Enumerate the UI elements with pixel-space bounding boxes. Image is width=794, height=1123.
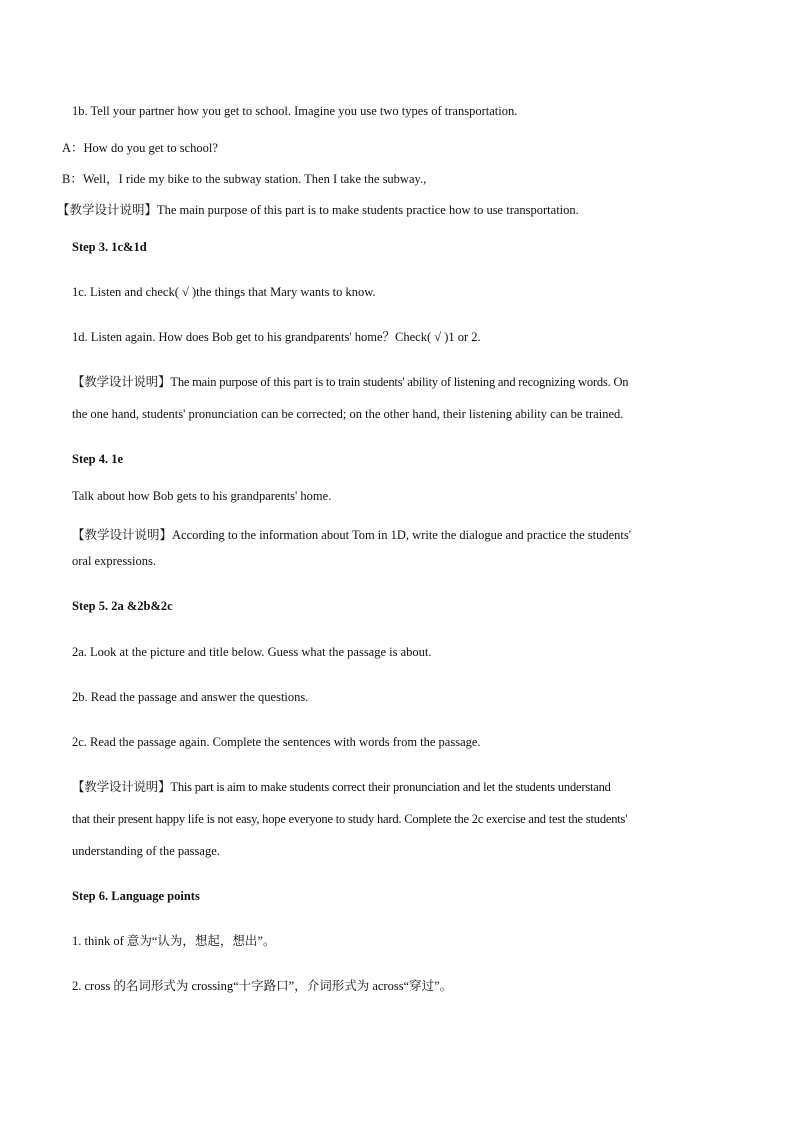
design-note-2-line-1: 【教学设计说明】The main purpose of this part is to train students' ability of listening and recognizing words. On — [72, 375, 629, 389]
step-5-heading: Step 5. 2a &2b&2c — [72, 599, 173, 613]
language-point-1: 1. think of 意为“认为，想起，想出”。 — [72, 934, 276, 948]
activity-1c-text: 1c. Listen and check( √ )the things that Mary wants to know. — [72, 285, 376, 299]
design-note-4-line-3: understanding of the passage. — [72, 844, 220, 858]
design-note-3-line-2: oral expressions. — [72, 554, 157, 568]
design-note-4-line-2: that their present happy life is not easy, hope everyone to study hard. Complete the 2c exercise and test the students' — [72, 812, 628, 826]
step-3-heading: Step 3. 1c&1d — [72, 240, 147, 254]
design-note-3-line-1: 【教学设计说明】According to the information about Tom in 1D, write the dialogue and practice the students' — [72, 528, 632, 542]
activity-1b-text: 1b. Tell your partner how you get to school. Imagine you use two types of transportation. — [72, 104, 518, 118]
design-note-1: 【教学设计说明】The main purpose of this part is to make students practice how to use transportation. — [57, 203, 579, 217]
activity-2c-text: 2c. Read the passage again. Complete the sentences with words from the passage. — [72, 735, 481, 749]
step-6-heading: Step 6. Language points — [72, 889, 200, 903]
activity-1d-text: 1d. Listen again. How does Bob get to his grandparents' home？Check( √ )1 or 2. — [72, 330, 481, 344]
step-4-heading: Step 4. 1e — [72, 452, 124, 466]
dialogue-line-b: B：Well，I ride my bike to the subway station. Then I take the subway., — [62, 172, 427, 186]
design-note-2-line-2: the one hand, students' pronunciation can be corrected; on the other hand, their listening ability can be trained. — [72, 407, 624, 421]
design-note-4-line-1: 【教学设计说明】This part is aim to make students correct their pronunciation and let the students understand — [72, 780, 611, 794]
activity-2a-text: 2a. Look at the picture and title below. Guess what the passage is about. — [72, 645, 432, 659]
activity-1e-text: Talk about how Bob gets to his grandparents' home. — [72, 489, 332, 503]
language-point-2: 2. cross 的名词形式为 crossing“十字路口”，介词形式为 across“穿过”。 — [72, 979, 453, 993]
dialogue-line-a: A：How do you get to school? — [62, 141, 218, 155]
activity-2b-text: 2b. Read the passage and answer the questions. — [72, 690, 309, 704]
